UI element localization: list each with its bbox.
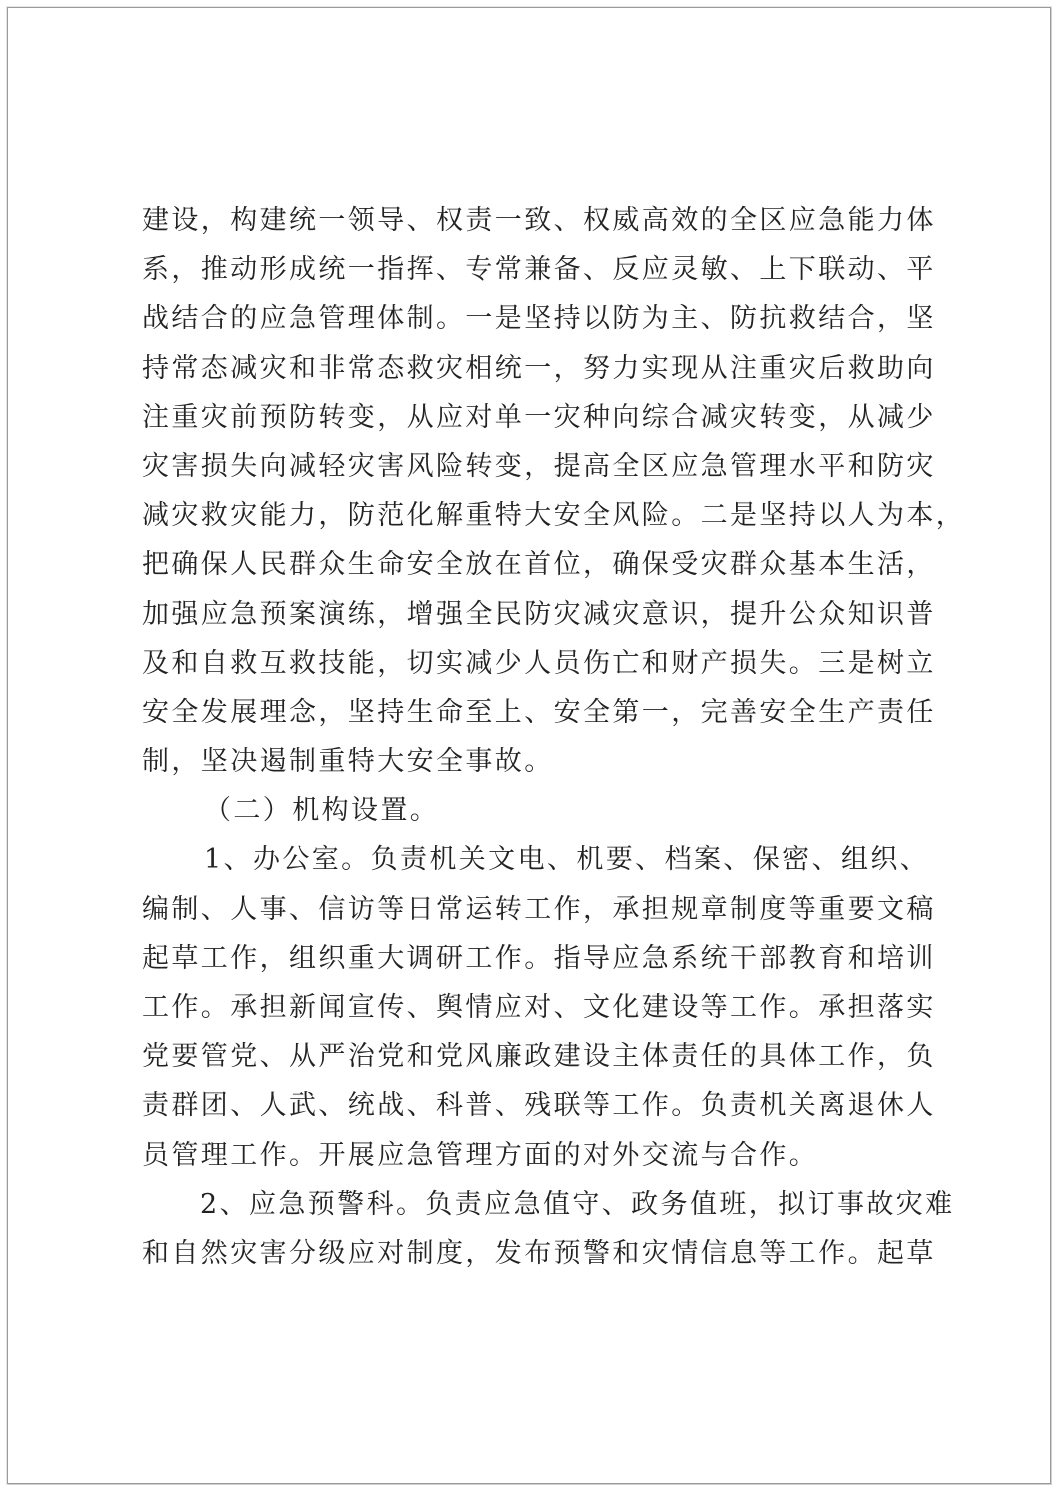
text-line: 制，坚决遏制重特大安全事故。 (142, 746, 554, 778)
document-body-text (142, 196, 966, 1278)
text-line: 加强应急预案演练，增强全民防灾减灾意识，提升公众知识普 (142, 598, 936, 630)
text-line: 2、应急预警科。负责应急值守、政务值班，拟订事故灾难 (200, 1188, 955, 1220)
text-line: 责群团、人武、统战、科普、残联等工作。负责机关离退休人 (142, 1090, 936, 1122)
text-line: 和自然灾害分级应对制度，发布预警和灾情信息等工作。起草 (142, 1237, 936, 1269)
text-line: 持常态减灾和非常态救灾相统一，努力实现从注重灾后救助向 (142, 352, 936, 384)
section-heading: （二）机构设置。 (204, 795, 440, 827)
text-line: 起草工作，组织重大调研工作。指导应急系统干部教育和培训 (142, 942, 936, 974)
text-line: 员管理工作。开展应急管理方面的对外交流与合作。 (142, 1139, 819, 1171)
text-line: 注重灾前预防转变，从应对单一灾种向综合减灾转变，从减少 (142, 401, 936, 433)
text-line: 及和自救互救技能，切实减少人员伤亡和财产损失。三是树立 (142, 647, 936, 679)
text-line: 灾害损失向减轻灾害风险转变，提高全区应急管理水平和防灾 (142, 450, 936, 482)
text-line: 编制、人事、信访等日常运转工作，承担规章制度等重要文稿 (142, 893, 936, 925)
text-line: 安全发展理念，坚持生命至上、安全第一，完善安全生产责任 (142, 696, 936, 728)
text-line: 系，推动形成统一指挥、专常兼备、反应灵敏、上下联动、平 (142, 254, 936, 286)
text-line: 工作。承担新闻宣传、舆情应对、文化建设等工作。承担落实 (142, 992, 936, 1023)
text-line: 战结合的应急管理体制。一是坚持以防为主、防抗救结合，坚 (142, 303, 936, 335)
text-line: 建设，构建统一领导、权责一致、权威高效的全区应急能力体 (142, 205, 936, 236)
text-line: 把确保人民群众生命安全放在首位，确保受灾群众基本生活， (142, 549, 936, 581)
text-line: 党要管党、从严治党和党风廉政建设主体责任的具体工作，负 (142, 1041, 936, 1073)
text-line: 1、办公室。负责机关文电、机要、档案、保密、组织、 (204, 844, 930, 876)
text-line: 减灾救灾能力，防范化解重特大安全风险。二是坚持以人为本， (142, 500, 966, 532)
